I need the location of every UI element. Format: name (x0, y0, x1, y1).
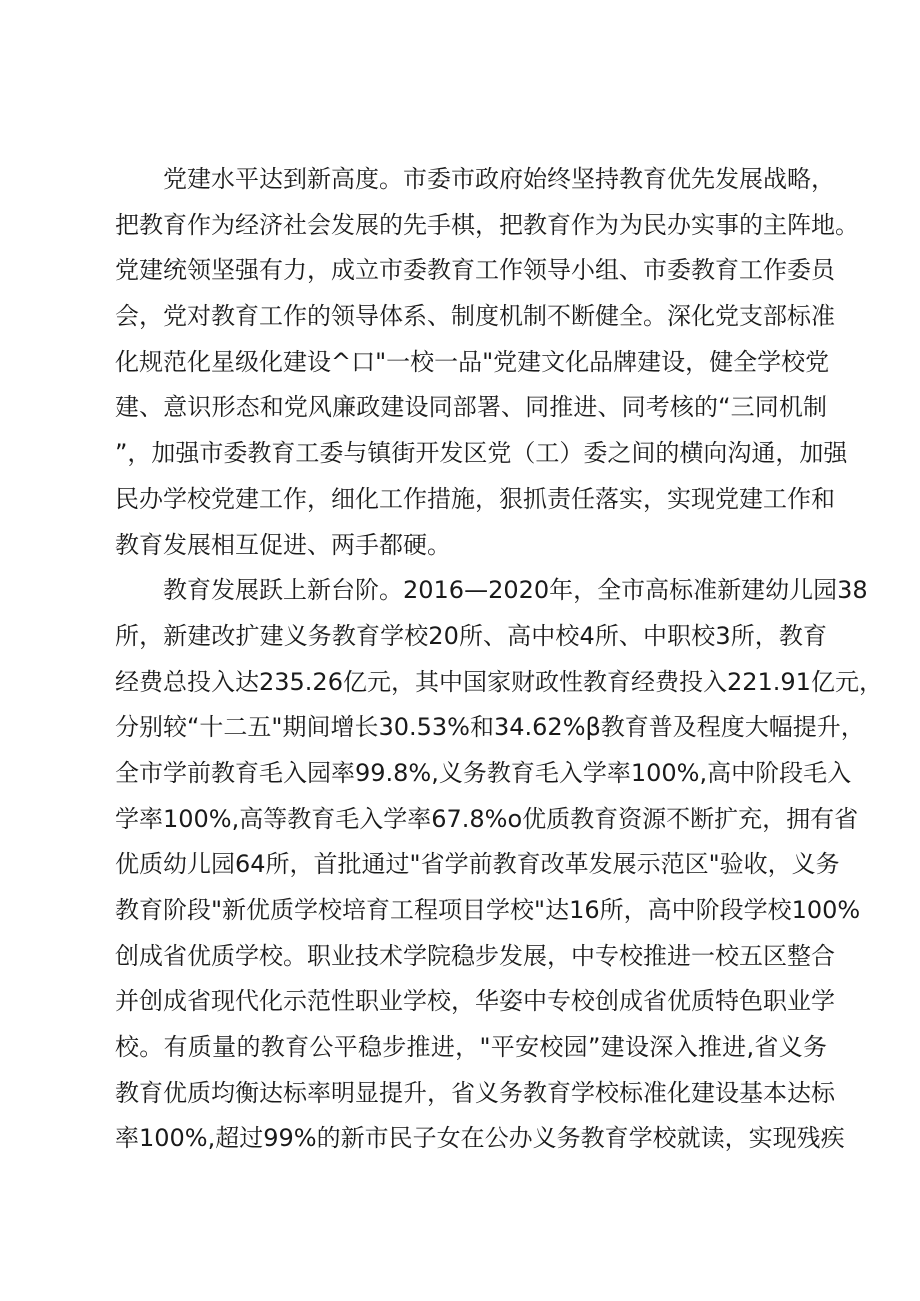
text-line: 教育发展跃上新台阶。2016—2020年，全市高标准新建幼儿园38 (163, 576, 868, 605)
text-line: 学率100%,高等教育毛入学率67.8%o优质教育资源不断扩充，拥有省 (115, 804, 859, 833)
text-line: 经费总投入达235.26亿元，其中国家财政性教育经费投入221.91亿元， (115, 667, 883, 696)
text-line: 优质幼儿园64所，首批通过"省学前教育改革发展示范区"验收，义务 (115, 850, 840, 879)
text-line: 民办学校党建工作，细化工作措施，狠抓责任落实，实现党建工作和 (115, 484, 835, 513)
text-line: 分别较“十二五"期间增长30.53%和34.62%β教育普及程度大幅提升， (115, 713, 865, 742)
text-line: 党建统领坚强有力，成立市委教育工作领导小组、市委教育工作委员 (115, 256, 835, 285)
document-body (115, 157, 883, 1162)
text-line: ”，加强市委教育工委与镇街开发区党（工）委之间的横向沟通，加强 (115, 439, 848, 468)
text-line: 全市学前教育毛入园率99.8%,义务教育毛入学率100%,高中阶段毛入 (115, 758, 852, 787)
text-line: 教育发展相互促进、两手都硬。 (115, 530, 451, 559)
text-line: 创成省优质学校。职业技术学院稳步发展，中专校推进一校五区整合 (115, 941, 835, 970)
text-line: 把教育作为经济社会发展的先手棋，把教育作为为民办实事的主阵地。 (115, 210, 859, 239)
text-line: 并创成省现代化示范性职业学校，华姿中专校创成省优质特色职业学 (115, 987, 835, 1016)
text-line: 建、意识形态和党风廉政建设同部署、同推进、同考核的“三同机制 (115, 393, 827, 422)
text-line: 教育优质均衡达标率明显提升，省义务教育学校标准化建设基本达标 (115, 1078, 835, 1107)
text-line: 校。有质量的教育公平稳步推进，"平安校园”建设深入推进,省义务 (115, 1033, 827, 1062)
text-line: 化规范化星级化建设^口"一校一品"党建文化品牌建设，健全学校党 (115, 347, 830, 376)
paragraph-party-building (115, 157, 859, 568)
paragraph-education-development (115, 568, 883, 1162)
text-line: 所，新建改扩建义务教育学校20所、高中校4所、中职校3所，教育 (115, 621, 827, 650)
text-line: 会，党对教育工作的领导体系、制度机制不断健全。深化党支部标准 (115, 302, 835, 331)
text-line: 教育阶段"新优质学校培育工程项目学校"达16所，高中阶段学校100% (115, 896, 861, 924)
text-line: 率100%,超过99%的新市民子女在公办义务教育学校就读，实现残疾 (115, 1124, 845, 1153)
text-line: 党建水平达到新高度。市委市政府始终坚持教育优先发展战略， (163, 165, 835, 193)
